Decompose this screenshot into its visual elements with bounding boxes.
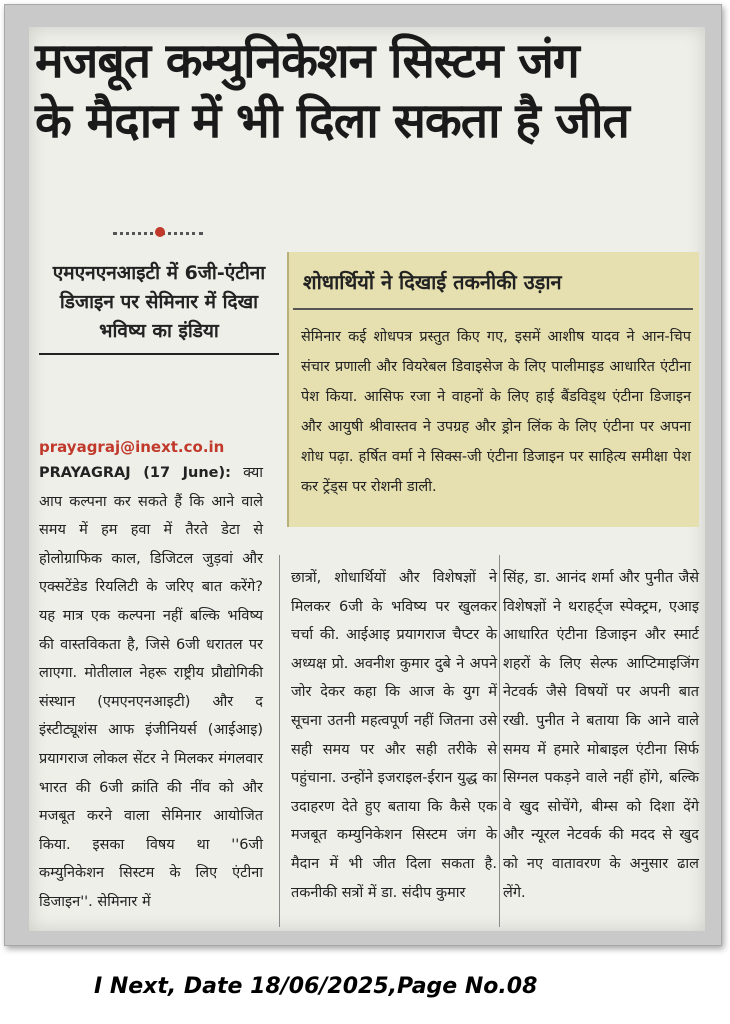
subheadline-rule: [39, 353, 279, 355]
newspaper-clipping: [29, 27, 705, 931]
source-caption: I Next, Date 18/06/2025,Page No.08: [94, 974, 538, 999]
column-2: छात्रों, शोधार्थियों और विशेषज्ञों ने मिलकर 6जी के भविष्य पर खुलकर चर्चा की. आईआइ प्रयागराज चैप्टर के अध्यक्ष प्रो. अवनीश कुमार दुबे ने अपने जोर देकर कहा कि आज के युग में सूचना उतनी महत्वपूर्ण नहीं जितना उसे सही समय पर और सही तरीके से पहुंचाना. उन्होंने इजराइल-ईरान युद्ध का उदाहरण देते हुए बताया कि कैसे एक मजबूत कम्युनिकेशन सिस्टम जंग के मैदान में भी जीत दिला सकता है. तकनीकी सत्रों में डा. संदीप कुमार: [291, 570, 497, 901]
dateline: PRAYAGRAJ (17 June):: [39, 465, 231, 481]
column-divider-1: [279, 555, 280, 927]
headline: [35, 31, 699, 151]
subheadline: एमएनएनआइटी में 6जी-एंटीना डिजाइन पर सेमिनार में दिखा भविष्य का इंडिया: [52, 262, 266, 342]
sidebar-title-rule: [293, 308, 693, 310]
reporter-email: prayagraj@inext.co.in: [39, 438, 225, 456]
clipping-frame: [4, 4, 722, 946]
column-1-body: क्या आप कल्पना कर सकते हैं कि आने वाले समय में हम हवा में तैरते डेटा से होलोग्राफिक काल, डिजिटल जुड़वां और एक्सटेंडेड रियलिटी के जरिए बात करेंगे? यह मात्र एक कल्पना नहीं बल्कि भविष्य की वास्तविकता है, जिसे 6जी धरातल पर लाएगा. मोतीलाल नेहरू राष्ट्रीय प्रौद्योगिकी संस्थान (एमएनएनआइटी) और द इंस्टीट्यूशंस आफ इंजीनियर्स (आईआइ) प्रयागराज लोकल सेंटर ने मिलकर मंगलवार भारत की 6जी क्रांति की नींव को और मजबूत करने वाला सेमिनार आयोजित किया. इसका विषय था ''6जी कम्युनिकेशन सिस्टम के लिए एंटीना डिजाइन''. सेमिनार में: [39, 465, 263, 910]
sidebar-box: [287, 252, 699, 527]
column-1: [39, 435, 263, 917]
headline-line-2: के मैदान में भी दिला सकता है जीत: [35, 93, 629, 149]
column-divider-2: [499, 555, 500, 927]
sidebar-body: सेमिनार कई शोधपत्र प्रस्तुत किए गए, इसमें आशीष यादव ने आन-चिप संचार प्रणाली और वियरेबल डिवाइसेज के लिए पालीमाइड आधारित एंटीना पेश किया. आसिफ रजा ने वाहनों के लिए हाई बैंडविड्थ एंटीना डिजाइन और आयुषी श्रीवास्तव ने उपग्रह और ड्रोन लिंक के लिए एंटीना पर अपना शोध पढ़ा. हर्षित वर्मा ने सिक्स-जी एंटीना डिजाइन पर साहित्य समीक्षा पेश कर ट्रेंड्स पर रोशनी डाली.: [301, 329, 691, 495]
red-dot-ornament: [155, 227, 165, 237]
column-3: सिंह, डा. आनंद शर्मा और पुनीत जैसे विशेषज्ञों ने थराहर्ट्ज स्पेक्ट्रम, एआइ आधारित एंटीना डिजाइन और स्मार्ट शहरों के लिए सेल्फ आप्टिमाइजिंग नेटवर्क जैसे विषयों पर अपनी बात रखी. पुनीत ने बताया कि आने वाले समय में हमारे मोबाइल एंटीना सिर्फ सिग्नल पकड़ने वाले नहीं होंगे, बल्कि वे खुद सोचेंगे, बीम्स को दिशा देंगे और न्यूरल नेटवर्क की मदद से खुद को नए वातावरण के अनुसार ढाल लेंगे.: [503, 570, 699, 901]
sidebar-title: शोधार्थियों ने दिखाई तकनीकी उड़ान: [303, 270, 562, 294]
headline-line-1: मजबूत कम्युनिकेशन सिस्टम जंग: [35, 33, 579, 89]
